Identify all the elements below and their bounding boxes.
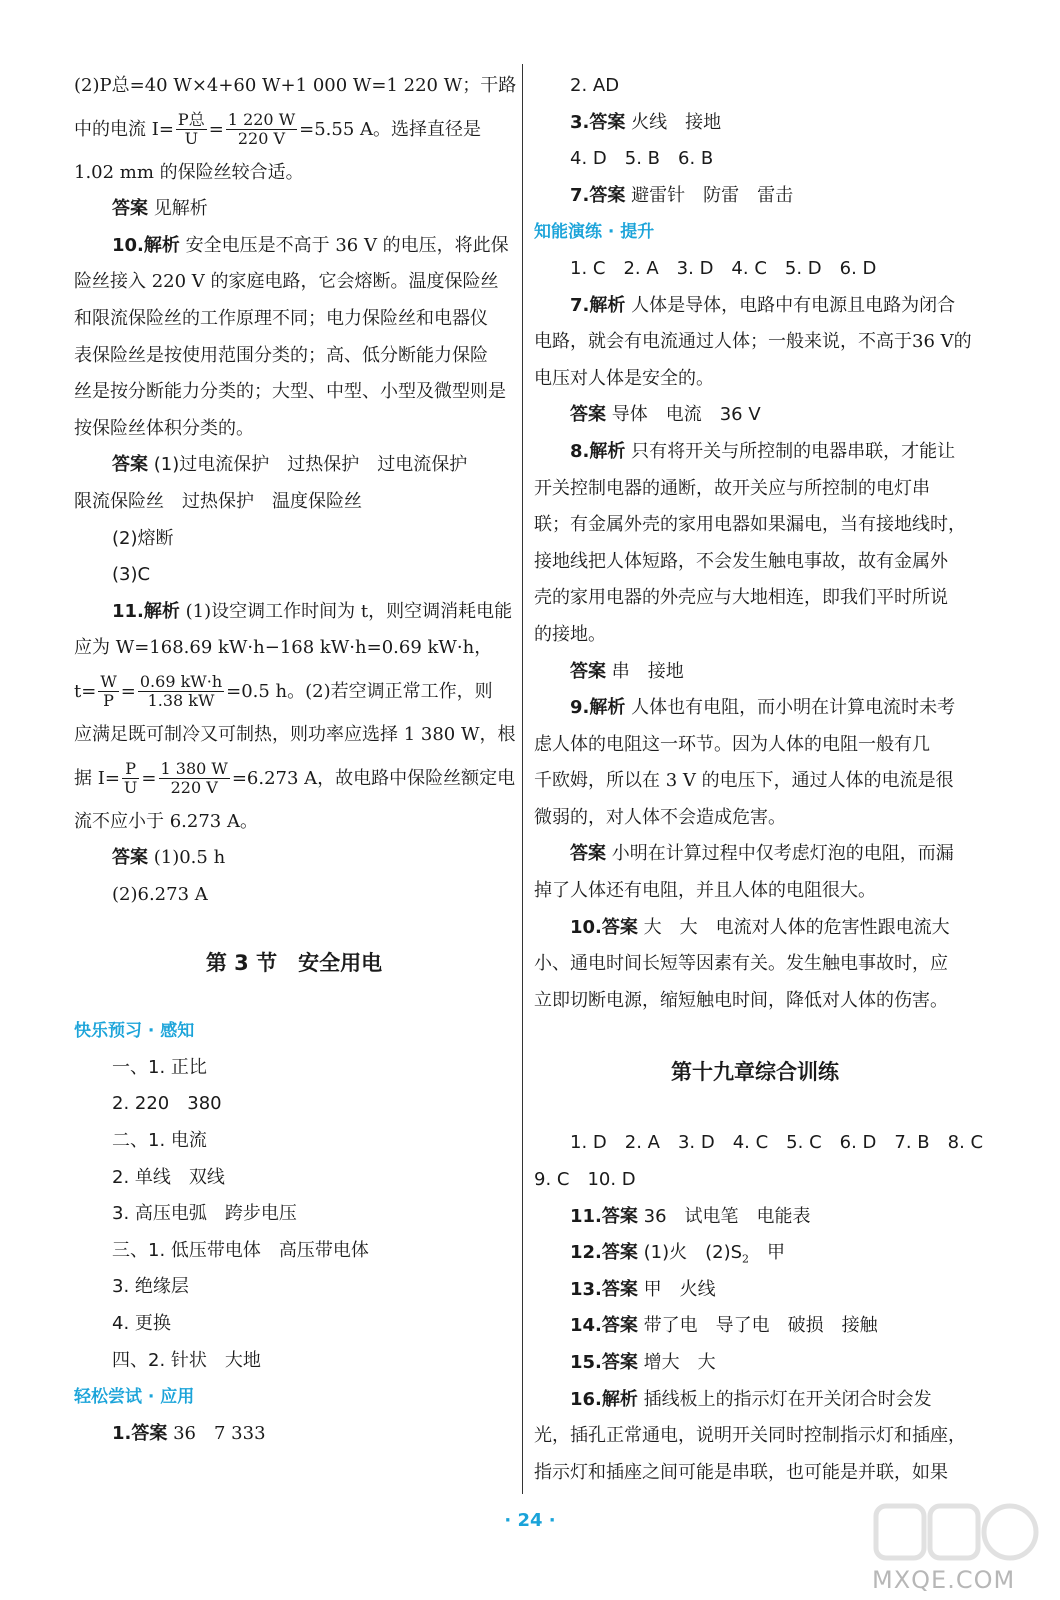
analysis-line: 8.解析 只有将开关与所控制的电器串联，才能让 xyxy=(570,440,956,462)
text-line: 4. 更换 xyxy=(112,1313,171,1335)
fraction: $\frac{W}{P}$ xyxy=(100,672,117,711)
page-number: · 24 · xyxy=(504,1510,556,1531)
text-line: 3. 高压电弧 跨步电压 xyxy=(112,1203,297,1225)
formula-line: 据 I= $\frac{P}{U}$ = $\frac{1 380 W}{220 V}$ =6.273 A，故电路中保险丝额定电 xyxy=(74,759,516,797)
text-line: 9. C 10. D xyxy=(534,1169,636,1191)
text-line: 1. D 2. A 3. D 4. C 5. C 6. D 7. B 8. C xyxy=(570,1132,984,1154)
answer-line: 10.答案 大 大 电流对人体的危害性跟电流大 xyxy=(570,916,950,938)
section-label: 知能演练 · 提升 xyxy=(534,222,655,243)
text-line: 微弱的，对人体不会造成危害。 xyxy=(534,806,786,828)
text-line: 1.02 mm 的保险丝较合适。 xyxy=(74,161,304,183)
answer-line: 15.答案 增大 大 xyxy=(570,1352,716,1373)
text-line: 四、2. 针状 大地 xyxy=(112,1349,261,1371)
answer-line: 答案 小明在计算过程中仅考虑灯泡的电阻，而漏 xyxy=(570,843,954,865)
text-line: 光，插孔正常通电，说明开关同时控制指示灯和插座， xyxy=(534,1425,966,1447)
text-line: 千欧姆，所以在 3 V 的电压下，通过人体的电流是很 xyxy=(534,770,954,792)
text-line: 流不应小于 6.273 A。 xyxy=(74,810,258,832)
section-label: 轻松尝试 · 应用 xyxy=(74,1387,195,1408)
formula-line: t= $\frac{W}{P}$ = $\frac{0.69 kW\cdot h}{1.38 kW}$ =0.5 h。(2)若空调正常工作，则 xyxy=(74,672,493,711)
fraction: $\frac{0.69 kW\cdot h}{1.38 kW}$ xyxy=(139,672,223,711)
text-line: 电压对人体是安全的。 xyxy=(534,367,714,389)
answer-line: 11.答案 36 试电笔 电能表 xyxy=(570,1205,811,1227)
text-line: 指示灯和插座之间可能是串联，也可能是并联，如果 xyxy=(534,1461,948,1483)
text-line: 应为 W=168.69 kW·h−168 kW·h=0.69 kW·h， xyxy=(74,637,493,659)
text-line: 二、1. 电流 xyxy=(112,1130,207,1152)
analysis-line: 16.解析 插线板上的指示灯在开关闭合时会发 xyxy=(570,1388,932,1410)
text-line: (3)C xyxy=(112,564,151,586)
fraction: $\frac{1 220 W}{220 V}$ xyxy=(227,110,296,149)
text-line: 1. C 2. A 3. D 4. C 5. D 6. D xyxy=(570,257,877,279)
answer-line: 12.答案 (1)火 $(2)S_2$ 甲 xyxy=(570,1242,786,1266)
text-line: (2)熔断 xyxy=(112,527,174,549)
text-line: 电路，就会有电流通过人体；一般来说，不高于36 V的 xyxy=(534,331,972,353)
answer-line: 7.答案 避雷针 防雷 雷击 xyxy=(570,184,794,206)
text-line: 壳的家用电器的外壳应与大地相连，即我们平时所说 xyxy=(534,587,948,609)
text-line: 开关控制电器的通断，故开关应与所控制的电灯串 xyxy=(534,477,930,499)
text-line: 丝是按分断能力分类的；大型、中型、小型及微型则是 xyxy=(74,381,506,403)
text-line: 联；有金属外壳的家用电器如果漏电，当有接地线时， xyxy=(534,514,966,536)
answer-line: 1.答案 36 7 333 xyxy=(112,1422,266,1444)
text-line: 立即切断电源，缩短触电时间，降低对人体的伤害。 xyxy=(534,989,948,1011)
text-line: 2. 单线 双线 xyxy=(112,1166,225,1188)
left-column xyxy=(74,68,517,1452)
analysis-line: 9.解析 人体也有电阻，而小明在计算电流时未考 xyxy=(570,697,956,719)
text-line: 4. D 5. B 6. B xyxy=(570,148,714,170)
chapter-title: 第十九章综合训练 xyxy=(671,1060,839,1085)
answer-line: 13.答案 甲 火线 xyxy=(570,1278,716,1300)
section-title: 第 3 节 安全用电 xyxy=(205,951,383,976)
text-line: 三、1. 低压带电体 高压带电体 xyxy=(112,1239,369,1261)
text-line: 和限流保险丝的工作原理不同；电力保险丝和电器仪 xyxy=(74,307,488,329)
text-line: 虑人体的电阻这一环节。因为人体的电阻一般有几 xyxy=(534,733,930,755)
section-label: 快乐预习 · 感知 xyxy=(74,1021,195,1042)
answer-line: 答案 见解析 xyxy=(112,198,208,220)
text-line: 一、1. 正比 xyxy=(112,1056,207,1078)
text-line: (2)6.273 A xyxy=(112,883,208,905)
text-line: 的接地。 xyxy=(534,623,606,645)
text-line: 险丝接入 220 V 的家庭电路，它会熔断。温度保险丝 xyxy=(74,271,499,293)
text-line: 掉了人体还有电阻，并且人体的电阻很大。 xyxy=(534,880,876,902)
answer-line: 答案 (1)过电流保护 过热保护 过电流保护 xyxy=(112,454,468,476)
text-line: 2. 220 380 xyxy=(112,1093,222,1115)
fraction: $\frac{\text{P总}}{U}$ xyxy=(177,110,205,149)
answer-line: 答案 (1)0.5 h xyxy=(112,847,226,869)
column-divider xyxy=(522,64,523,1494)
analysis-line: 7.解析 人体是导体，电路中有电源且电路为闭合 xyxy=(570,294,956,316)
formula-line: 中的电流 I= $\frac{\text{P总}}{U}$ = $\frac{1 220 W}{220 V}$ =5.55 A。选择直径是 xyxy=(74,110,482,149)
fraction: $\frac{P}{U}$ xyxy=(123,759,138,797)
answer-line: 14.答案 带了电 导了电 破损 接触 xyxy=(570,1315,878,1337)
text-line: 小、通电时间长短等因素有关。发生触电事故时，应 xyxy=(534,953,948,975)
fraction: $\frac{1 380 W}{220 V}$ xyxy=(160,759,228,797)
answer-line: 答案 串 接地 xyxy=(570,660,684,682)
text-line: 接地线把人体短路，不会发生触电事故，故有金属外 xyxy=(534,550,948,572)
text-line: 2. AD xyxy=(570,75,620,96)
watermark-text: MXQE.COM xyxy=(872,1566,1016,1594)
text-line: 应满足既可制冷又可制热，则功率应选择 1 380 W，根 xyxy=(74,723,516,745)
text-line: (2)P总=40 W×4+60 W+1 000 W=1 220 W；干路 xyxy=(74,75,517,96)
text-line: 表保险丝是按使用范围分类的；高、低分断能力保险 xyxy=(74,344,488,366)
q10-analysis: 10.解析 安全电压是不高于 36 V 的电压，将此保 xyxy=(112,234,509,256)
text-line: 按保险丝体积分类的。 xyxy=(74,417,254,439)
text-line: 3. 绝缘层 xyxy=(112,1276,189,1298)
text-line: 限流保险丝 过热保护 温度保险丝 xyxy=(74,490,362,512)
right-column xyxy=(534,68,984,1491)
q11-analysis: 11.解析 (1)设空调工作时间为 t，则空调消耗电能 xyxy=(112,600,513,622)
answer-line: 3.答案 火线 接地 xyxy=(570,111,722,133)
answer-line: 答案 导体 电流 36 V xyxy=(570,404,761,426)
